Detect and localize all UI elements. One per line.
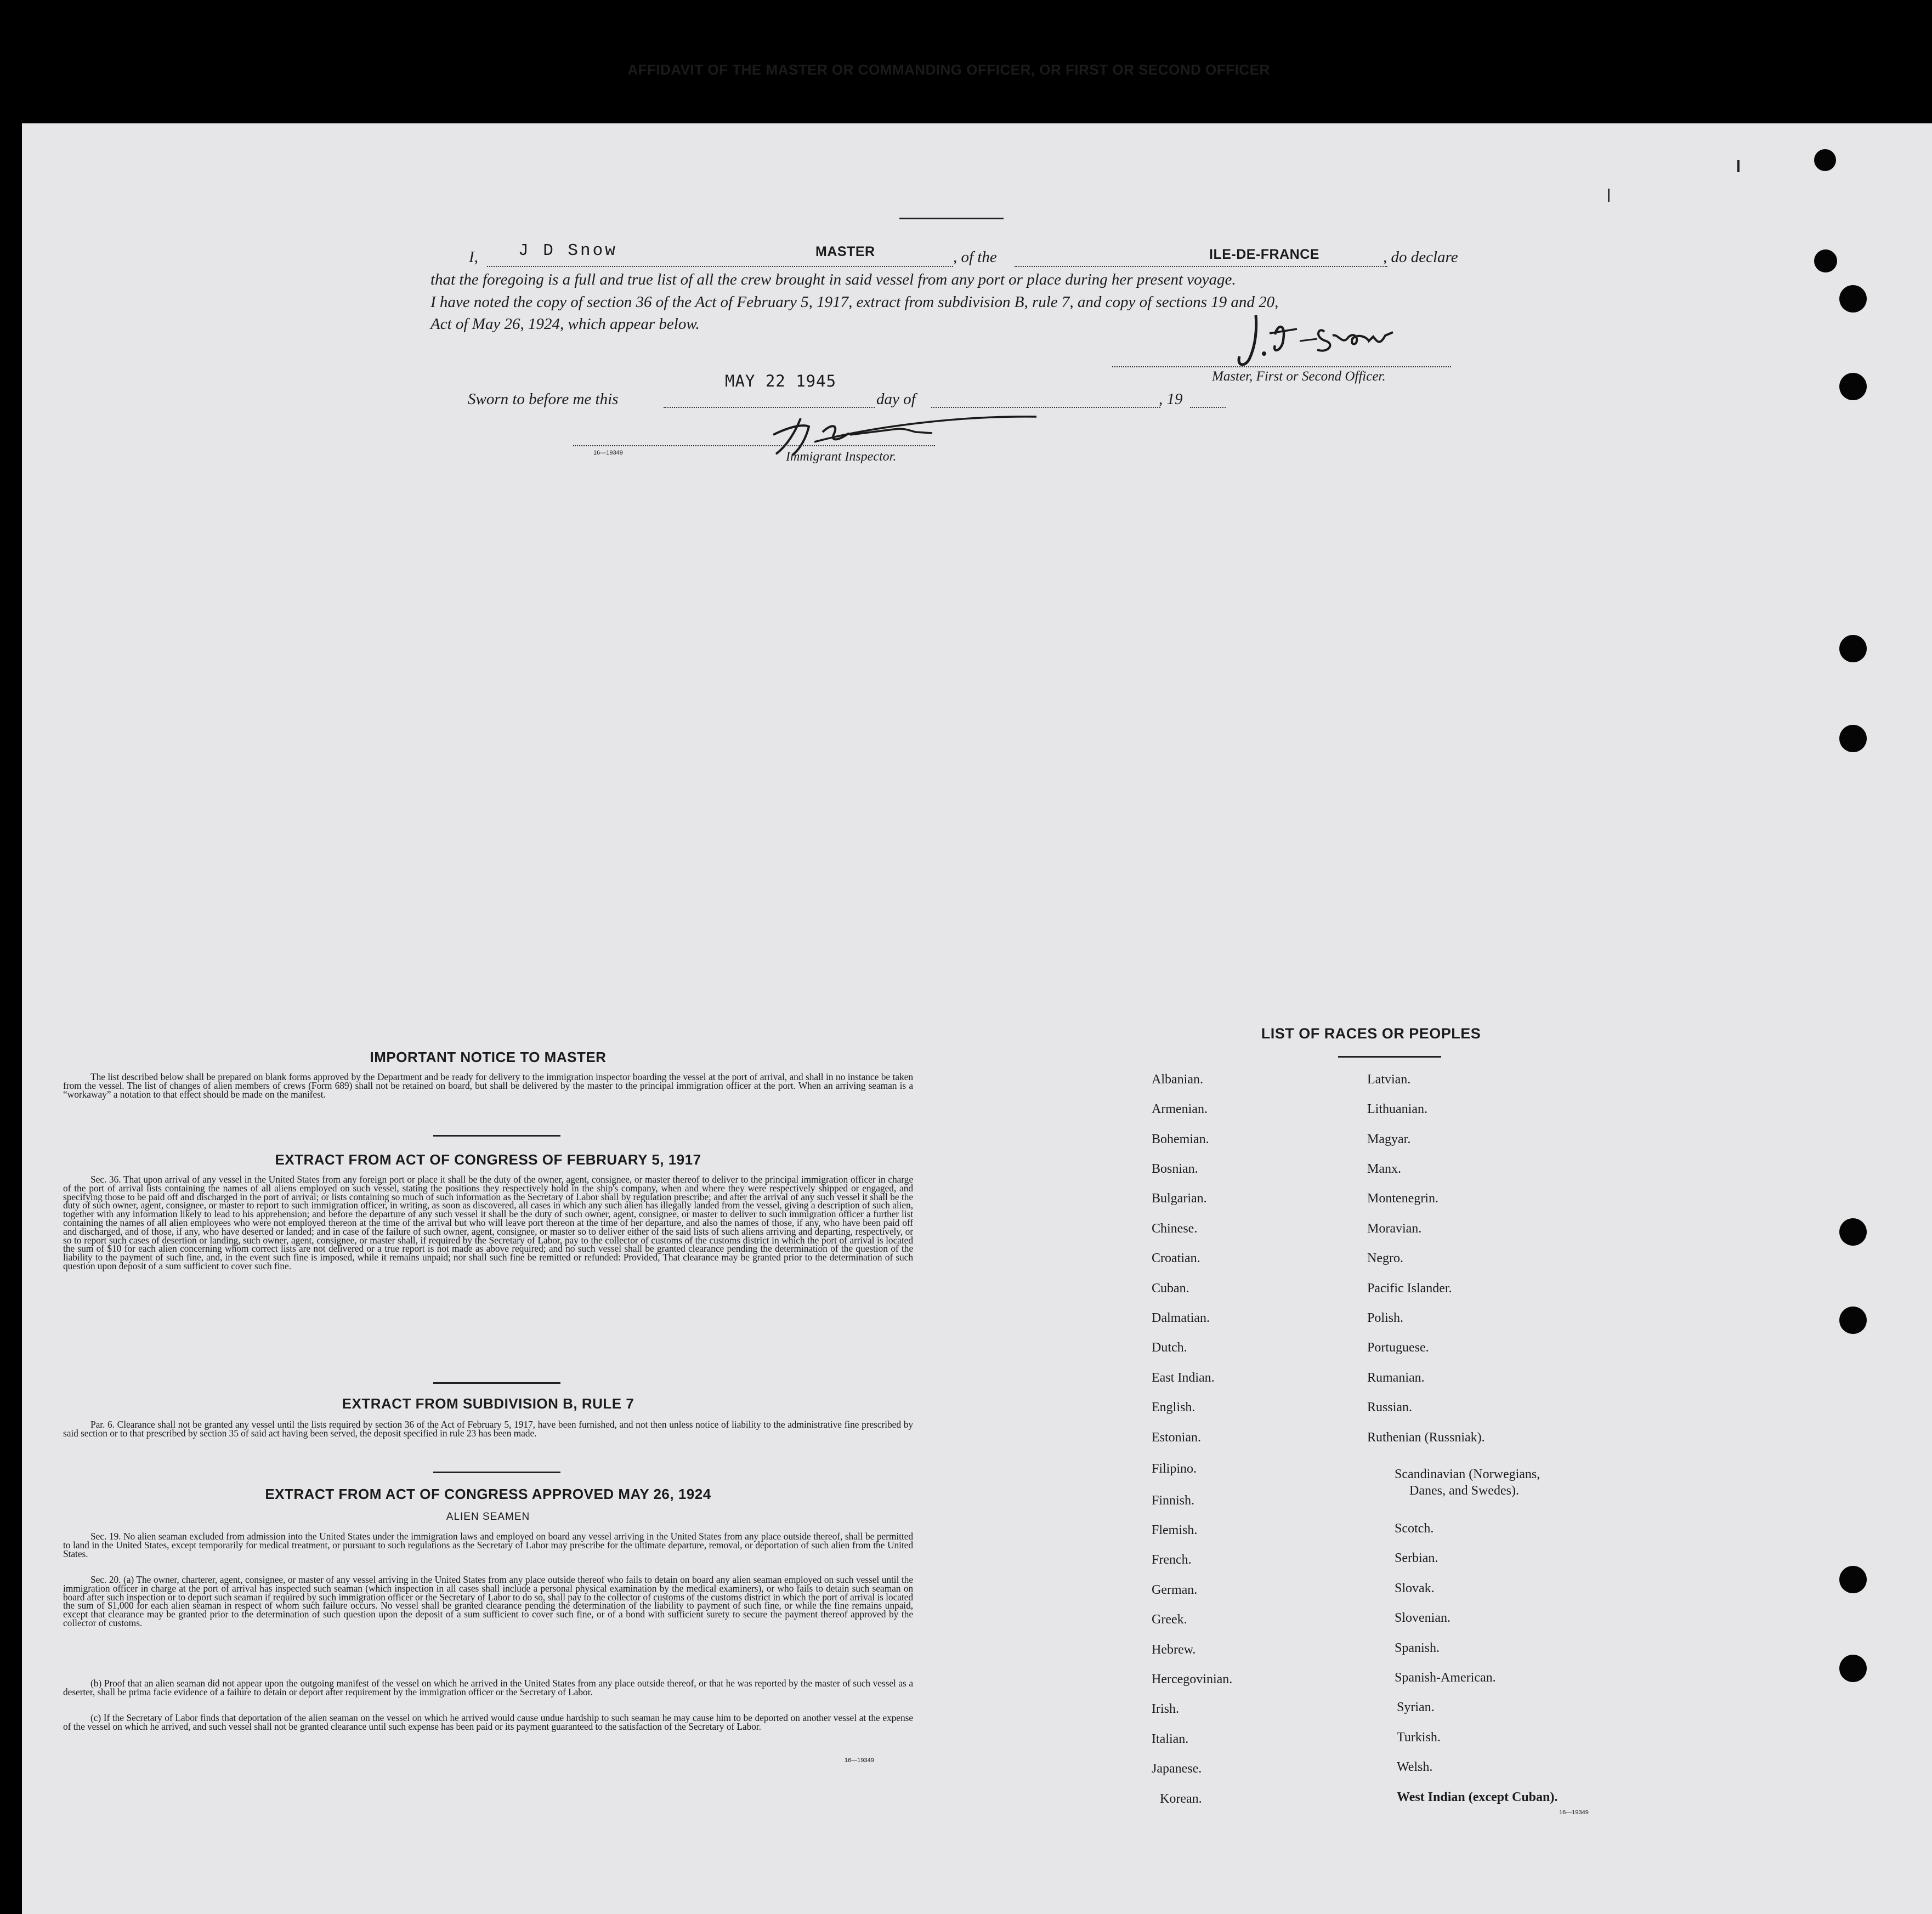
race-item: Slovenian.: [1395, 1611, 1451, 1625]
race-item: Flemish.: [1152, 1523, 1198, 1537]
inspector-signature-line: [573, 445, 935, 446]
race-item: Bulgarian.: [1152, 1191, 1207, 1206]
race-item: Portuguese.: [1367, 1341, 1429, 1355]
master-name: J D Snow: [518, 241, 617, 260]
races-title-underline: [1338, 1056, 1441, 1058]
race-item: East Indian.: [1152, 1371, 1215, 1385]
race-item: Greek.: [1152, 1612, 1187, 1627]
inspector-caption: Immigrant Inspector.: [786, 450, 897, 464]
race-item: West Indian (except Cuban).: [1397, 1790, 1558, 1804]
race-item: Spanish-American.: [1395, 1671, 1496, 1685]
race-item: Bohemian.: [1152, 1132, 1209, 1146]
form-number-right: 16—19349: [1559, 1809, 1589, 1816]
race-item: Dalmatian.: [1152, 1311, 1210, 1325]
race-item: Pacific Islander.: [1367, 1281, 1452, 1296]
do-declare-label: , do declare: [1383, 248, 1458, 266]
punch-hole: [1839, 285, 1867, 313]
extract-1924-sec20c: (c) If the Secretary of Labor finds that deportation of the alien seaman on the vessel on which he arrived would cause undue hardship to such seaman he may cause him to be deported on another vessel at the expense of the vessel on which he arrived, and such vessel shall not be granted clearance until such expense has been paid or its payment guaranteed to the satisfaction of the Secretary of Labor.: [63, 1712, 913, 1732]
master-signature-caption: Master, First or Second Officer.: [1212, 369, 1386, 384]
race-item: German.: [1152, 1583, 1198, 1597]
race-item: Irish.: [1152, 1702, 1179, 1716]
race-item: Italian.: [1152, 1732, 1189, 1746]
race-item: Scotch.: [1395, 1521, 1434, 1536]
race-item: Danes, and Swedes).: [1409, 1484, 1519, 1498]
race-item: Welsh.: [1397, 1760, 1433, 1774]
punch-hole: [1839, 373, 1867, 400]
punch-hole: [1839, 635, 1867, 662]
race-item: Albanian.: [1152, 1072, 1203, 1087]
sworn-date-stamp: MAY 22 1945: [725, 372, 837, 390]
extract-1924-sec20a: Sec. 20. (a) The owner, charterer, agent, consignee, or master of any vessel arriving in the United States from any place outside thereof who fails to detain on board any alien seaman employed on such vessel until the immigration officer in charge at the port of arrival has inspected such seaman (which inspection in all cases shall include a personal physical examination by the medical examiners), or who fails to detain such seaman on board after such inspection or to deport such seaman if required by such immigration officer or the Secretary of Labor to do so, shall pay to the collector of customs of the customs district in which the port of arrival is located the sum of $1,000 for each alien seaman in respect of whom such failure occurs. No vessel shall be granted clearance pending the determination of the liability to payment of such fine, or while the fine remains unpaid, except that clearance may be granted prior to the determination of such question upon the deposit of a sum sufficient to cover such fine, or of a bond with sufficient surety to secure the payment thereof approved by the collector of customs.: [63, 1574, 913, 1628]
race-item: Lithuanian.: [1367, 1102, 1427, 1116]
race-item: Filipino.: [1152, 1462, 1197, 1476]
race-item: Moravian.: [1367, 1222, 1422, 1236]
affidavit-line-4: Act of May 26, 1924, which appear below.: [430, 315, 700, 333]
divider-1: [433, 1135, 560, 1137]
sworn-day-line: [664, 407, 875, 408]
punch-hole: [1814, 149, 1836, 171]
race-item: Scandinavian (Norwegians,: [1395, 1467, 1540, 1481]
punch-hole: [1839, 1566, 1867, 1593]
race-item: Armenian.: [1152, 1102, 1208, 1116]
race-item: Spanish.: [1395, 1641, 1440, 1655]
race-item: Slovak.: [1395, 1581, 1435, 1595]
race-item: Montenegrin.: [1367, 1191, 1438, 1206]
master-signature-line: [1112, 366, 1451, 367]
race-item: Estonian.: [1152, 1430, 1201, 1445]
race-item: English.: [1152, 1400, 1196, 1415]
punch-hole: [1839, 1218, 1867, 1246]
title-underline: [899, 218, 1004, 219]
month-fill-line: [931, 407, 1160, 408]
affidavit-title: AFFIDAVIT OF THE MASTER OR COMMANDING OFFICER, OR FIRST OR SECOND OFFICER: [627, 61, 1270, 78]
extract-rule7-body: Par. 6. Clearance shall not be granted any vessel until the lists required by section 36 of the Act of February 5, 1917, have been furnished, and not then unless notice of liability to the administrative fine prescribed by said section or to that prescribed by section 35 of said act having been served, the deposit specified in rule 23 has been made.: [63, 1419, 913, 1439]
punch-hole: [1839, 1655, 1867, 1682]
notice-title: IMPORTANT NOTICE TO MASTER: [370, 1049, 607, 1065]
rank-value: MASTER: [815, 244, 875, 259]
form-number-left: 16—19349: [845, 1757, 874, 1764]
race-item: Russian.: [1367, 1400, 1413, 1415]
race-item: Magyar.: [1367, 1132, 1411, 1146]
day-of-label: day of: [876, 390, 916, 408]
race-item: Turkish.: [1397, 1730, 1441, 1745]
extract-1924-subtitle: ALIEN SEAMEN: [446, 1511, 530, 1523]
notice-body: The list described below shall be prepared on blank forms approved by the Department and be ready for delivery to the immigration inspector boarding the vessel at the port of arrival, and shall in no instance be taken from the vessel. The list of changes of alien members of crews (Form 689) shall not be retained on board, but shall be delivered by the master to the principal immigration officer at the port. When an arriving seaman is a “workaway” a notation to that effect should be made on the manifest.: [63, 1071, 913, 1100]
scan-mark: [1737, 160, 1740, 172]
form-number-top: 16—19349: [593, 450, 623, 456]
race-item: Polish.: [1367, 1311, 1404, 1325]
master-signature: [1223, 302, 1442, 373]
affidavit-line-3: I have noted the copy of section 36 of the Act of February 5, 1917, extract from subdivision B, rule 7, and copy of sections 19 and 20,: [430, 293, 1279, 311]
name-fill-line: [487, 266, 953, 267]
race-item: Croatian.: [1152, 1251, 1200, 1265]
of-the-label: , of the: [953, 248, 997, 266]
race-item: Chinese.: [1152, 1222, 1198, 1236]
race-item: Rumanian.: [1367, 1371, 1425, 1385]
race-item: Korean.: [1160, 1792, 1202, 1806]
race-item: Manx.: [1367, 1162, 1401, 1176]
extract-rule7-title: EXTRACT FROM SUBDIVISION B, RULE 7: [342, 1395, 634, 1412]
extract-1924-sec20b: (b) Proof that an alien seaman did not appear upon the outgoing manifest of the vessel on which he arrived in the United States from any place outside thereof, or that he was reported by the master of such vessel as a deserter, shall be prima facie evidence of a failure to detain or deport after requirement by the immigration officer or the Secretary of Labor.: [63, 1678, 913, 1697]
races-title: LIST OF RACES OR PEOPLES: [1261, 1025, 1481, 1042]
race-item: Serbian.: [1395, 1551, 1438, 1565]
race-item: Ruthenian (Russniak).: [1367, 1430, 1485, 1445]
punch-hole: [1814, 249, 1837, 272]
scan-mark: [1608, 189, 1610, 202]
divider-2: [433, 1382, 560, 1384]
extract-1917-body: Sec. 36. That upon arrival of any vessel in the United States from any foreign port or place it shall be the duty of the owner, agent, consignee, or master thereof to deliver to the principal immigration officer in charge of the port of arrival lists containing the names of all aliens employed on such vessel, stating the positions they respectively hold in the ship's company, when and where they were respectively shipped or engaged, and specifying those to be paid off and discharged in the port of arrival; or lists containing so much of such information as the Secretary of Labor shall by regulation prescribe; and after the arrival of any such vessel it shall be the duty of such owner, agent, consignee, or master to report to such immigration officer, in writing, as soon as discovered, all cases in which any such alien has illegally landed from the vessel, giving a description of such alien, together with any information likely to lead to his apprehension; and before the departure of any such vessel it shall be the duty of such owner, agent, consignee, or master to deliver to such immigration officer a further list containing the names of all alien employees who were not employed thereon at the time of the arrival but who will leave port thereon at the time of her departure, and also the names of those, if any, who have been paid off and discharged, and of those, if any, who have deserted or landed; and in case of the failure of such owner, agent, consignee, or master so to deliver either of the said lists of such aliens arriving and departing, respectively, or so to report such cases of desertion or landing, such owner, agent, consignee, or master shall, if required by the Secretary of Labor, pay to the collector of customs of the customs district in which the port of arrival is located the sum of $10 for each alien concerning whom correct lists are not delivered or a true report is not made as above required; and no such vessel shall be granted clearance pending the determination of the question of the liability to the payment of such fine, and, in the event such fine is imposed, while it remains unpaid; nor shall such fine be remitted or refunded: Provided, That clearance may be granted prior to the determination of such question upon deposit of a sum sufficient to cover such fine.: [63, 1174, 913, 1271]
year-prefix-label: , 19: [1159, 390, 1183, 408]
punch-hole: [1839, 1307, 1867, 1334]
race-item: Hebrew.: [1152, 1643, 1196, 1657]
sworn-label: Sworn to before me this: [468, 390, 619, 408]
pronoun-label: I,: [469, 248, 478, 266]
race-item: Dutch.: [1152, 1341, 1187, 1355]
race-item: Latvian.: [1367, 1072, 1411, 1087]
race-item: Hercegovinian.: [1152, 1672, 1233, 1686]
race-item: Syrian.: [1397, 1700, 1435, 1714]
race-item: French.: [1152, 1553, 1192, 1567]
vessel-name: ILE-DE-FRANCE: [1209, 247, 1319, 262]
year-fill-line: [1190, 407, 1226, 408]
race-item: Cuban.: [1152, 1281, 1189, 1296]
extract-1917-title: EXTRACT FROM ACT OF CONGRESS OF FEBRUARY 5, 1917: [275, 1151, 701, 1168]
vessel-fill-line: [1015, 266, 1387, 267]
extract-1924-sec19: Sec. 19. No alien seaman excluded from admission into the United States under the immigration laws and employed on board any vessel arriving in the United States from any place outside thereof, shall be permitted to land in the United States, except temporarily for medical treatment, or pursuant to such regulations as the Secretary of Labor may prescribe for the ultimate departure, removal, or deportation of such alien from the United States.: [63, 1531, 913, 1559]
punch-hole: [1839, 725, 1867, 752]
race-item: Bosnian.: [1152, 1162, 1198, 1176]
race-item: Japanese.: [1152, 1762, 1202, 1776]
race-item: Negro.: [1367, 1251, 1403, 1265]
race-item: Finnish.: [1152, 1493, 1195, 1508]
affidavit-line-2: that the foregoing is a full and true list of all the crew brought in said vessel from any port or place during her present voyage.: [430, 271, 1236, 288]
extract-1924-title: EXTRACT FROM ACT OF CONGRESS APPROVED MAY 26, 1924: [265, 1486, 711, 1502]
divider-3: [433, 1472, 560, 1473]
document-sheet: [22, 123, 1932, 1914]
